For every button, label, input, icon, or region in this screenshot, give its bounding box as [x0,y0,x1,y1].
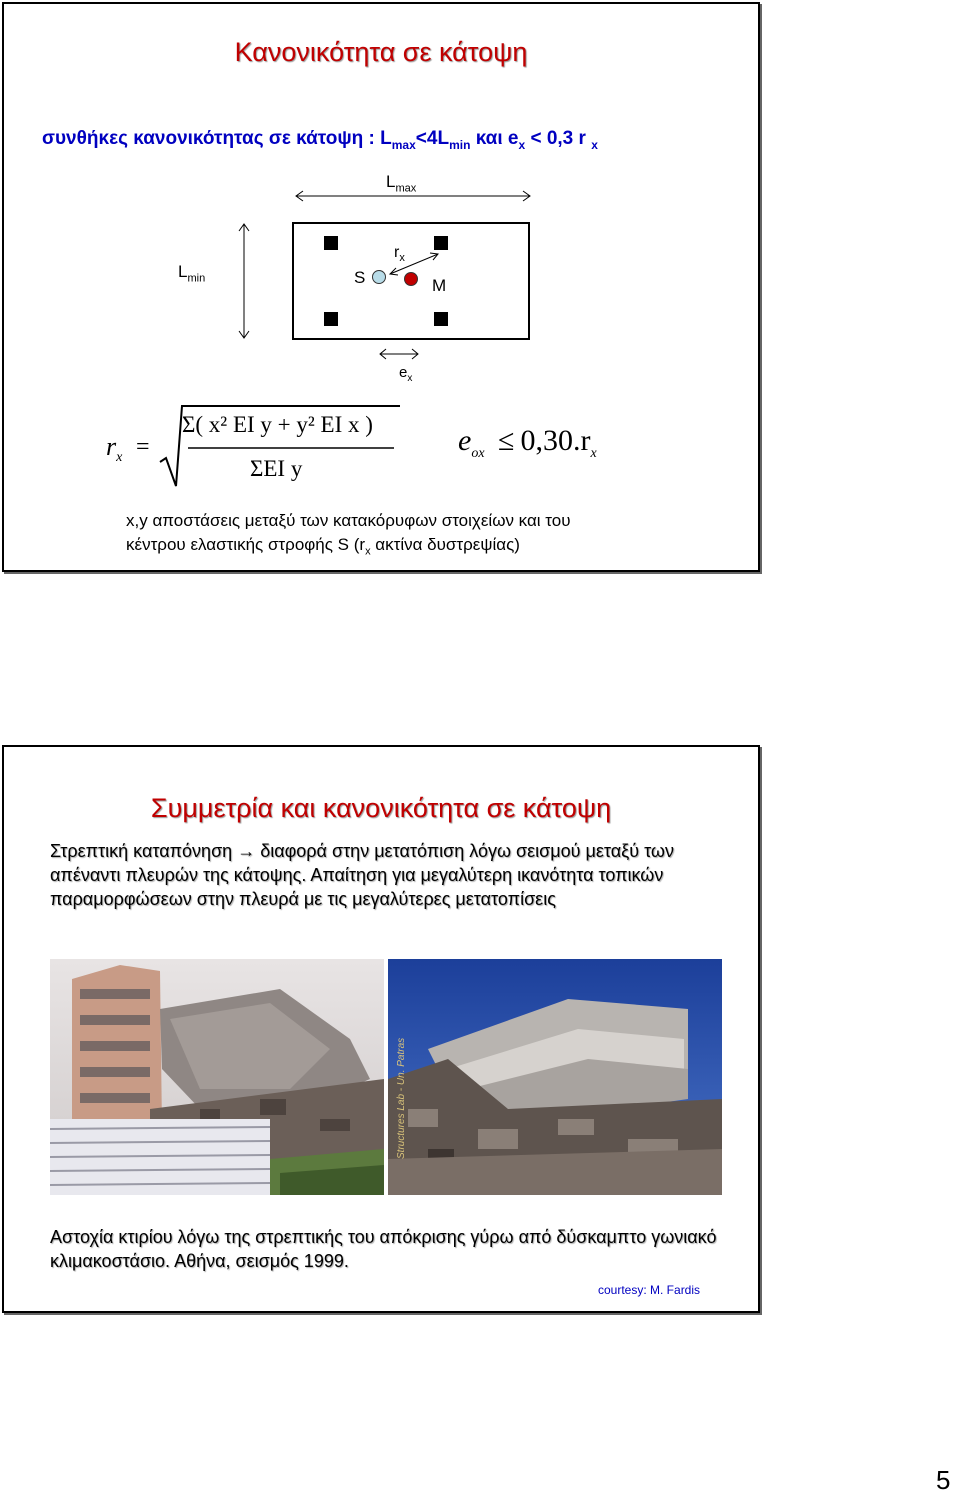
formula-numerator: Σ( x² EI y + y² EI x ) [182,412,373,437]
column-square [434,236,448,250]
photo-1-image [50,959,384,1195]
slide-body-text: Στρεπτική καταπόνηση → διαφορά στην μετατόπιση λόγω σεισμού μεταξύ των απέναντι πλευρών της κάτοψης. Απαίτηση για μεγαλύτερη ικανότητα τοπικών παραμορφώσεων στην πλευρά με τις μεγαλύτερες μετατοπίσεις [50,841,674,909]
collapsed-building-photo-1 [50,959,384,1195]
m-label: M [432,276,447,295]
column-square [324,312,338,326]
lmin-label: $L_{min}$ [178,262,206,285]
ex-arrow [378,348,420,360]
ex-label: $e_x$ [399,364,413,384]
slide-regularity [2,2,760,572]
rx-label: $r_x$ [394,244,405,265]
collapsed-building-photo-2 [388,959,722,1195]
rx-arrow [386,250,446,278]
formula-lhs: $r_x$ [106,432,123,466]
slide-title: Συμμετρία και κανονικότητα σε κάτοψη [150,793,612,823]
lmax-label: $L_{max}$ [386,172,417,195]
regularity-condition: συνθήκες κανονικότητας σε κάτοψη : $L_{max}<4L_{min}$ και $e_x < 0,3$ r $_x$ [42,128,598,152]
lmax-arrow [294,190,532,202]
column-square [434,312,448,326]
lmin-arrow [237,222,251,340]
eccentricity-limit: $e_{ox} \le 0,30.r_x$ [458,424,597,461]
slide-symmetry [2,745,760,1313]
s-label: S [354,268,366,287]
courtesy-credit: courtesy: M. Fardis [598,1283,701,1297]
photo-caption: Αστοχία κτιρίου λόγω της στρεπτικής του απόκρισης γύρω από δύσκαμπτο γωνιακό κλιμακοστάσιο. Αθήνα, σεισμός 1999. [50,1227,717,1271]
arrow-icon: → [237,841,256,861]
formula-equals: = [136,434,150,460]
photo-watermark: Structures Lab - Un. Patras [396,1037,407,1159]
definition-line-1: x,y αποστάσεις μεταξύ των κατακόρυφων στοιχείων και του [126,511,571,530]
photo-2-image [388,959,722,1195]
formula-denominator: ΣEI y [250,456,303,481]
column-square [324,236,338,250]
stiffness-center-s [372,270,386,284]
floor-plan-outline [292,222,530,340]
page-number: 5 [936,1465,951,1495]
definition-line-2: κέντρου ελαστικής στροφής S ($r_x$ ακτίνα δυστρεψίας) [126,535,520,558]
slide-title: Κανονικότητα σε κάτοψη [234,37,528,67]
